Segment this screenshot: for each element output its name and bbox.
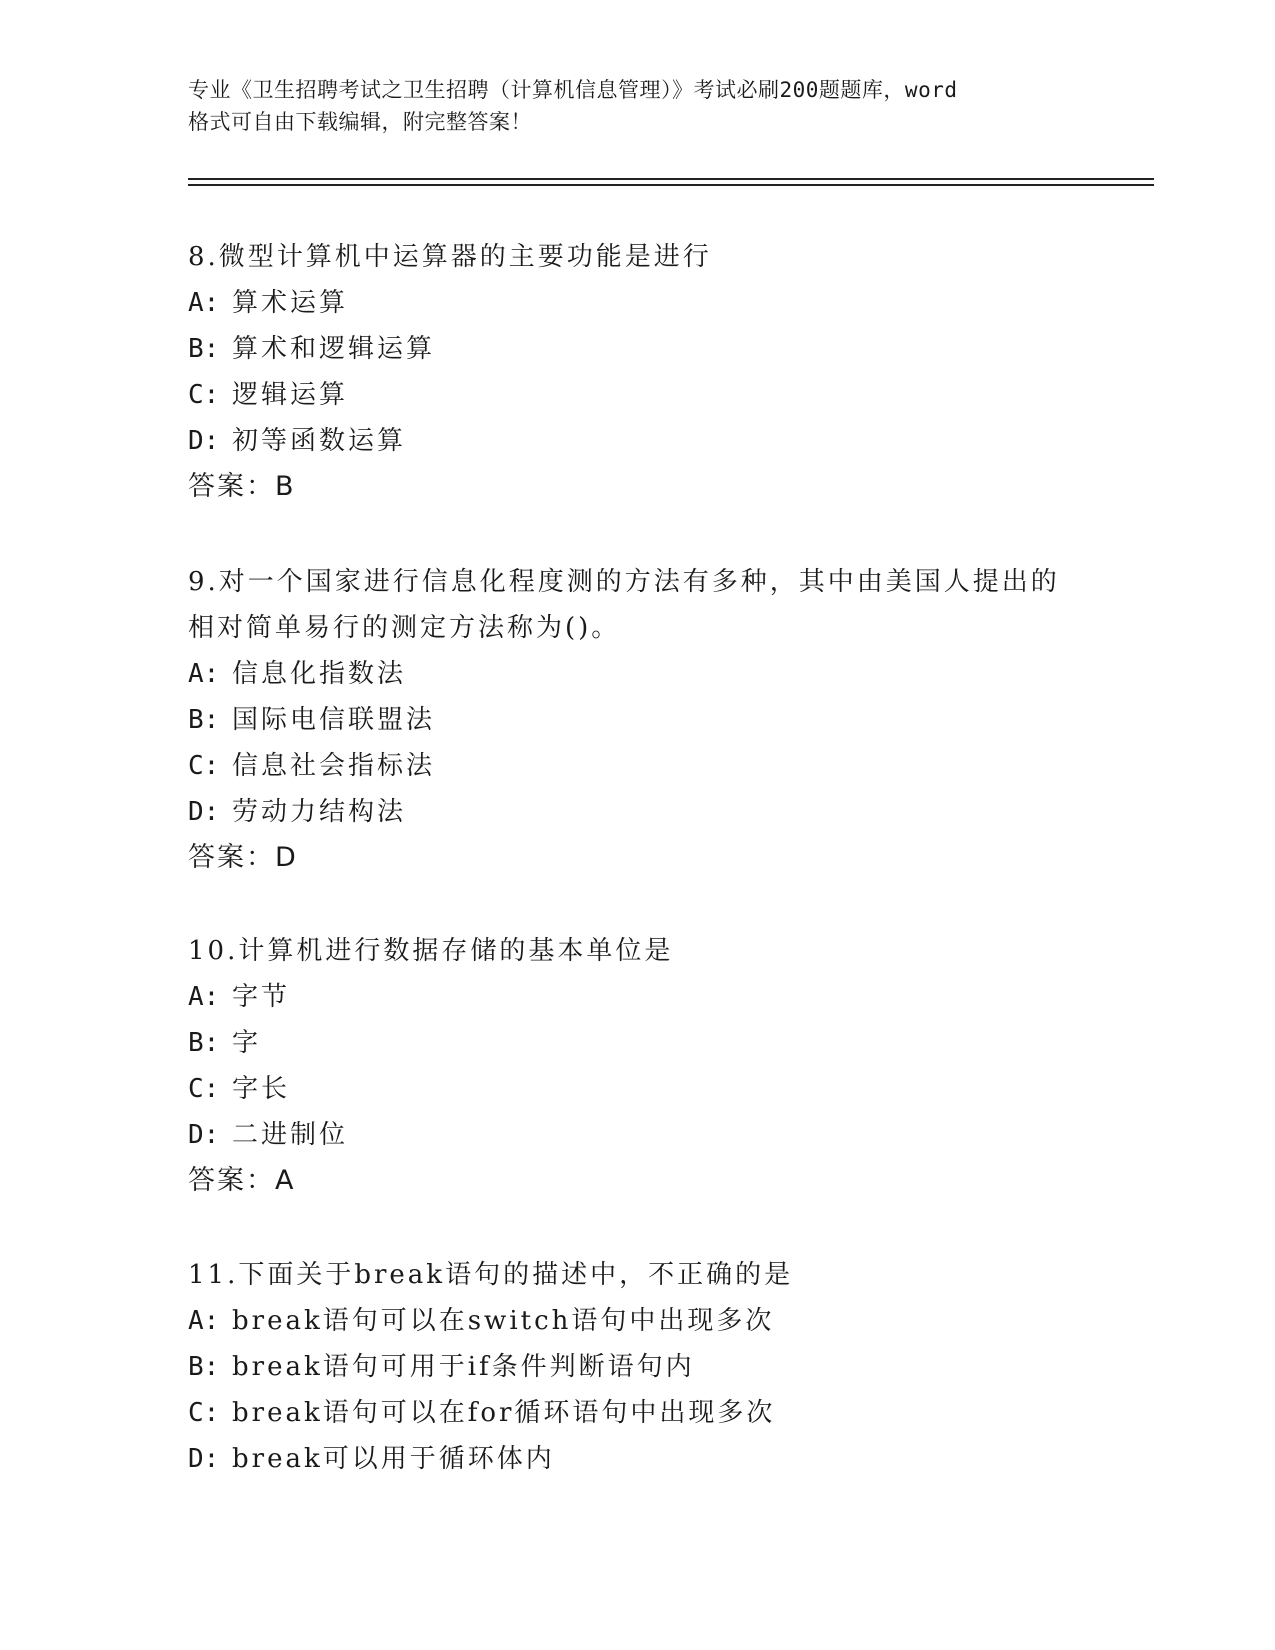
option-key: B: — [188, 1028, 220, 1058]
option-text: break语句可以在switch语句中出现多次 — [232, 1306, 775, 1336]
question-block — [188, 1252, 1088, 1482]
header-line-1: 专业《卫生招聘考试之卫生招聘（计算机信息管理）》考试必刷200题题库，word — [188, 78, 958, 102]
question-stem: 9.对一个国家进行信息化程度测的方法有多种，其中由美国人提出的 — [188, 567, 1060, 597]
option-text: 算术和逻辑运算 — [232, 334, 436, 364]
question-block — [188, 928, 1088, 1204]
option-key: C: — [188, 751, 220, 781]
option-c — [188, 372, 1088, 418]
question-stem: 8.微型计算机中运算器的主要功能是进行 — [188, 242, 712, 272]
option-text: 字长 — [232, 1074, 291, 1104]
option-key: A: — [188, 982, 220, 1012]
option-key: D: — [188, 426, 220, 456]
option-text: 逻辑运算 — [232, 380, 349, 410]
option-d — [188, 1112, 1088, 1158]
option-a — [188, 1298, 1088, 1344]
document-header — [188, 74, 1088, 138]
option-text: 字 — [232, 1028, 262, 1058]
option-a — [188, 280, 1088, 326]
header-divider-top — [188, 178, 1154, 180]
option-b — [188, 1344, 1088, 1390]
option-text: 二进制位 — [232, 1120, 349, 1150]
question-stem: 10.计算机进行数据存储的基本单位是 — [188, 936, 674, 966]
option-key: B: — [188, 334, 220, 364]
question-block — [188, 559, 1088, 881]
option-key: A: — [188, 659, 220, 689]
option-b — [188, 697, 1088, 743]
option-text: 信息化指数法 — [232, 659, 407, 689]
option-b — [188, 326, 1088, 372]
option-a — [188, 974, 1088, 1020]
question-stem-continued: 相对简单易行的测定方法称为()。 — [188, 613, 621, 643]
option-key: C: — [188, 380, 220, 410]
option-c — [188, 743, 1088, 789]
option-text: 字节 — [232, 982, 291, 1012]
answer-line: 答案：B — [188, 471, 296, 502]
option-a — [188, 651, 1088, 697]
option-text: break语句可以在for循环语句中出现多次 — [232, 1398, 776, 1428]
question-stem: 11.下面关于break语句的描述中，不正确的是 — [188, 1260, 794, 1290]
option-text: break语句可用于if条件判断语句内 — [232, 1352, 695, 1382]
option-d — [188, 789, 1088, 835]
option-text: break可以用于循环体内 — [232, 1444, 555, 1474]
answer-line: 答案：A — [188, 1165, 296, 1196]
answer-line: 答案：D — [188, 842, 298, 873]
option-key: C: — [188, 1398, 220, 1428]
header-divider-bottom — [188, 184, 1154, 186]
option-key: D: — [188, 1120, 220, 1150]
option-key: B: — [188, 705, 220, 735]
option-key: D: — [188, 1444, 220, 1474]
option-key: A: — [188, 1306, 220, 1336]
option-d — [188, 1436, 1088, 1482]
option-text: 算术运算 — [232, 288, 349, 318]
option-key: C: — [188, 1074, 220, 1104]
option-text: 劳动力结构法 — [232, 797, 407, 827]
option-c — [188, 1066, 1088, 1112]
option-text: 初等函数运算 — [232, 426, 407, 456]
option-text: 信息社会指标法 — [232, 751, 436, 781]
option-key: B: — [188, 1352, 220, 1382]
header-line-2: 格式可自由下载编辑，附完整答案！ — [188, 110, 532, 134]
question-block — [188, 234, 1088, 510]
option-d — [188, 418, 1088, 464]
option-key: D: — [188, 797, 220, 827]
option-key: A: — [188, 288, 220, 318]
option-c — [188, 1390, 1088, 1436]
option-b — [188, 1020, 1088, 1066]
option-text: 国际电信联盟法 — [232, 705, 436, 735]
